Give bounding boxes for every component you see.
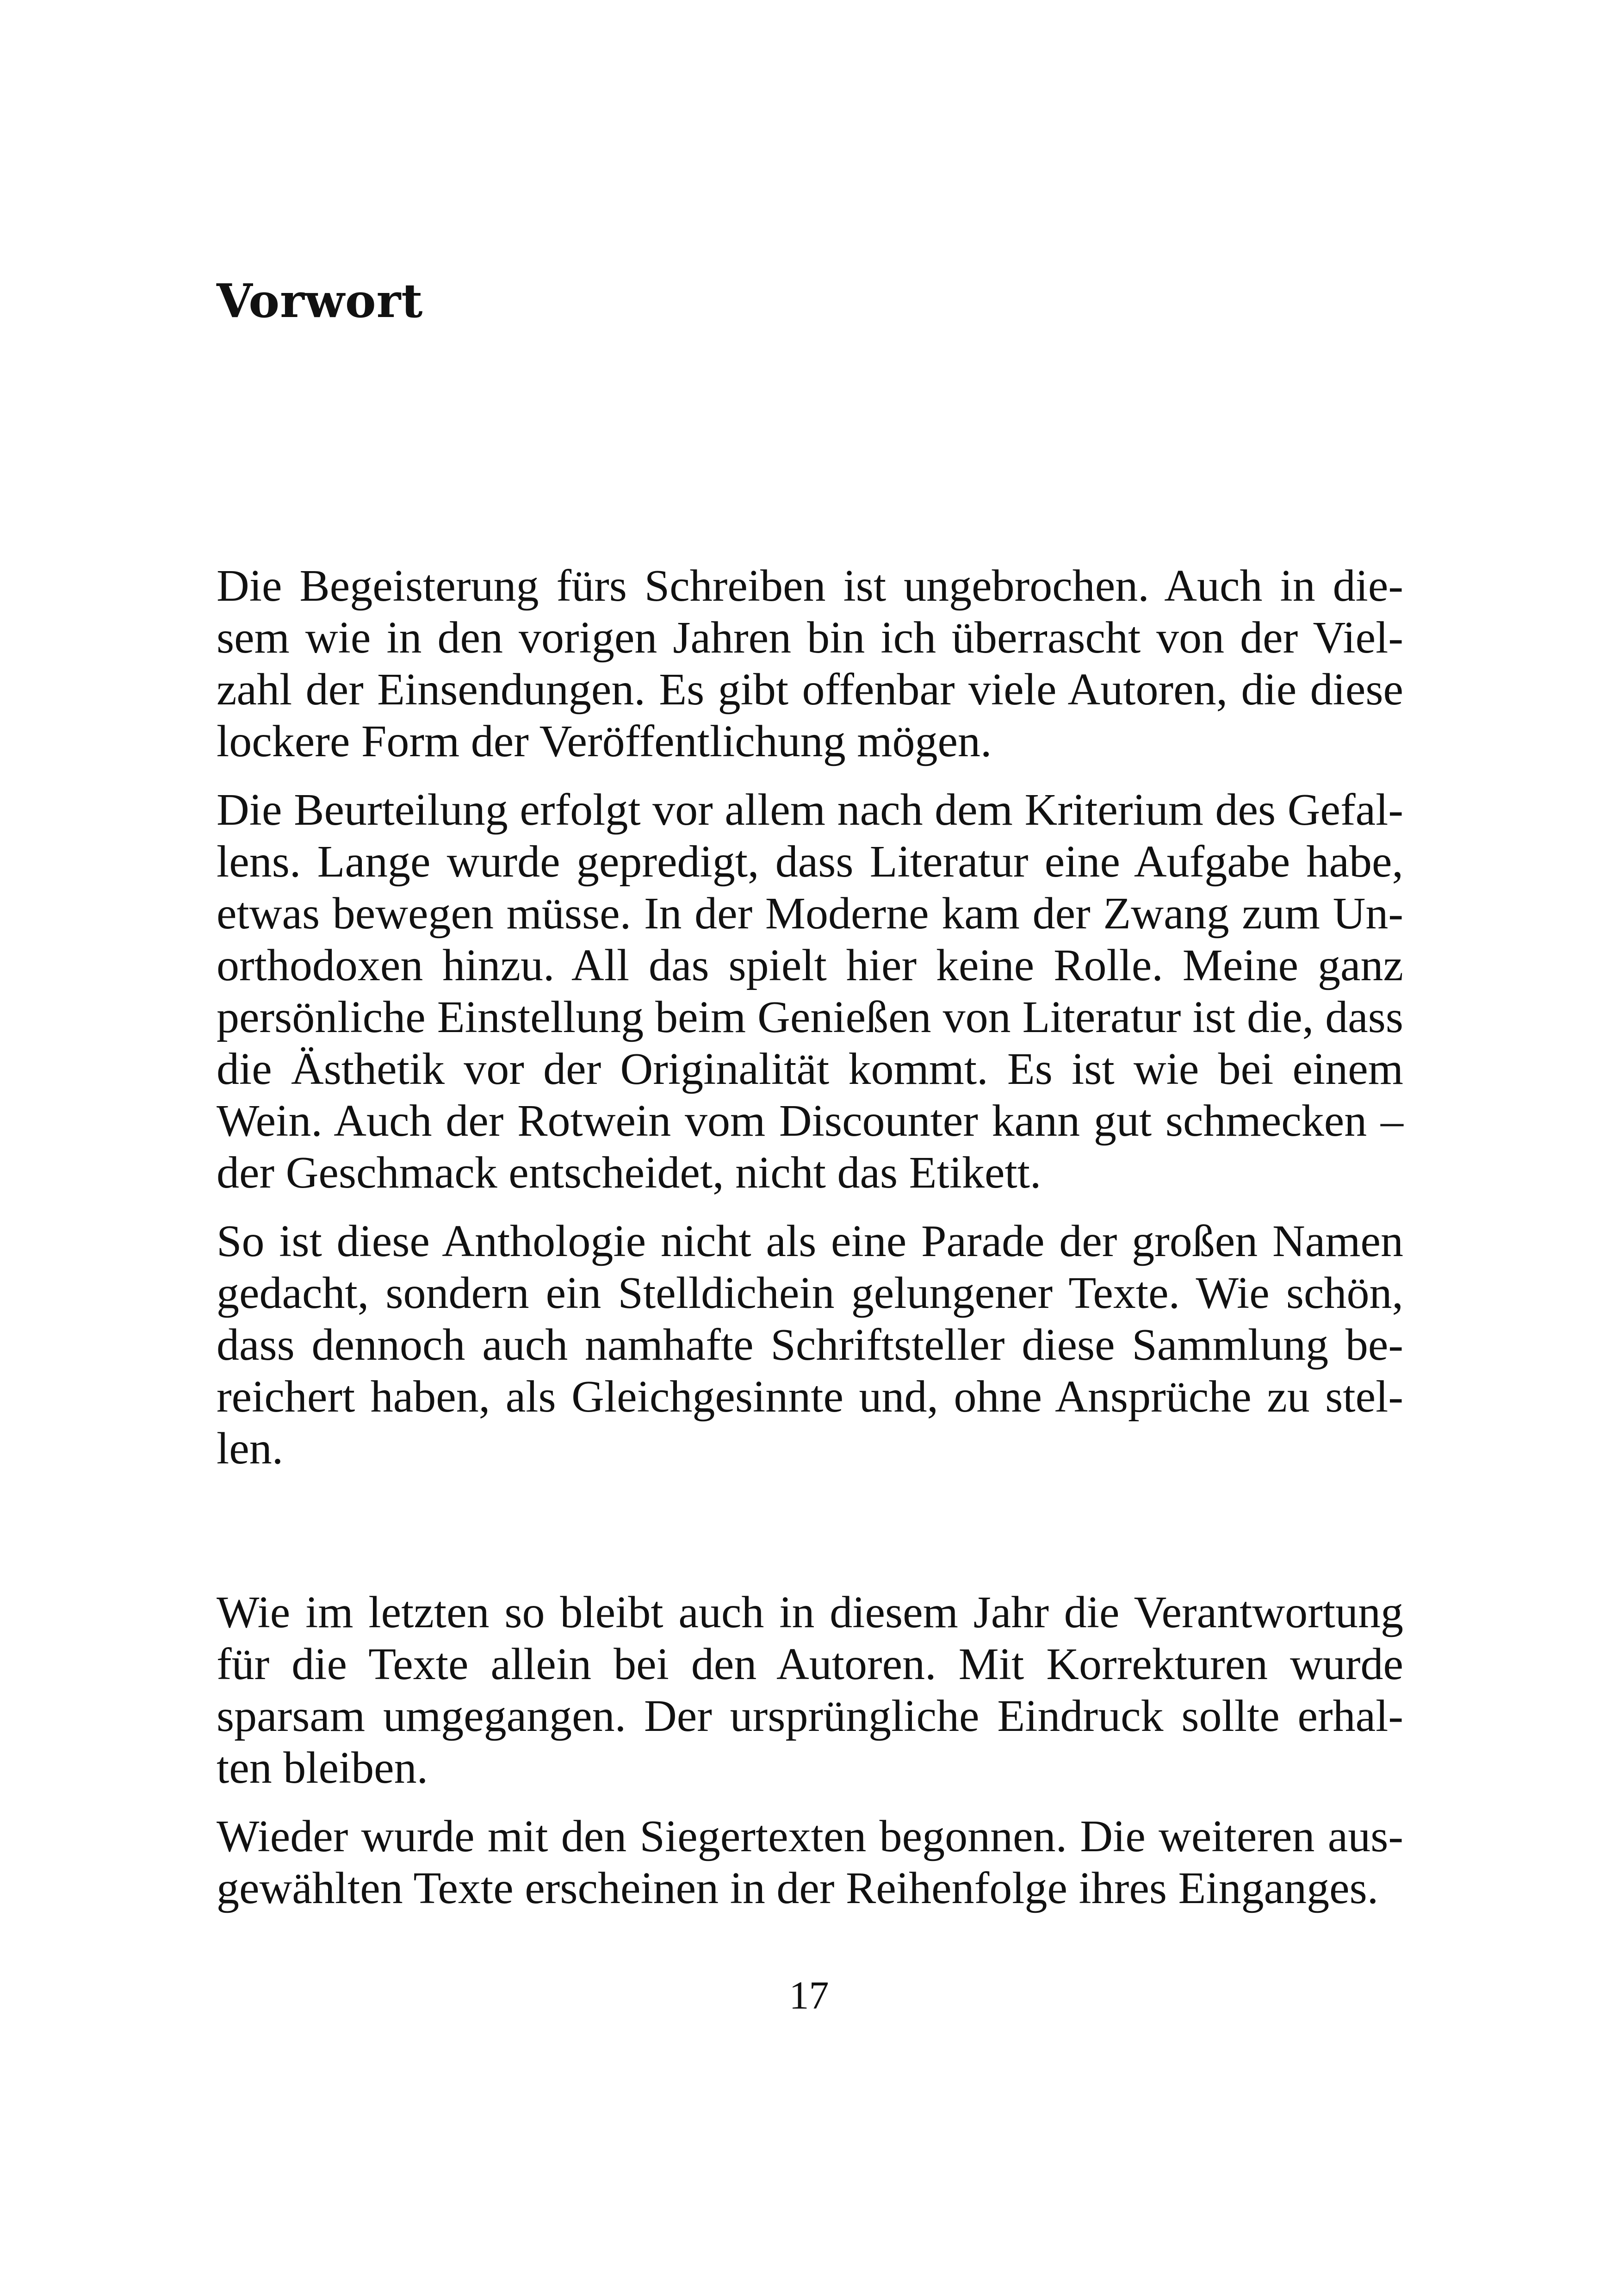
paragraph: Wie im letzten so bleibt auch in diesem Jahr die Verantwortung für die Texte allein bei den Autoren. Mit Korrekturen wurde sparsam umgegangen. Der ursprüngliche Eindruck sollte erhalten bleiben. (217, 1587, 1403, 1793)
page-number: 17 (789, 1973, 829, 2017)
text-block-upper (217, 560, 1403, 1491)
text-block-lower (217, 1587, 1403, 1931)
paragraph: So ist diese Anthologie nicht als eine Parade der großen Namen gedacht, sondern ein Stelldichein gelungener Texte. Wie schön, dass dennoch auch namhafte Schriftsteller diese Sammlung bereichert haben, als Gleichgesinnte und, ohne Ansprüche zu stellen. (217, 1216, 1403, 1474)
paragraph: Die Begeisterung fürs Schreiben ist ungebrochen. Auch in diesem wie in den vorigen Jahren bin ich überrascht von der Vielzahl der Einsendungen. Es gibt offenbar viele Autoren, die diese lockere Form der Veröffentlichung mögen. (217, 561, 1403, 766)
page-title: Vorwort (217, 274, 423, 328)
paragraph: Wieder wurde mit den Siegertexten begonnen. Die weiteren ausgewählten Texte erscheinen in der Reihenfolge ihres Einganges. (217, 1811, 1403, 1913)
paragraph: Die Beurteilung erfolgt vor allem nach dem Kriterium des Gefallens. Lange wurde gepredigt, dass Literatur eine Aufgabe habe, etwas bewegen müsse. In der Moderne kam der Zwang zum Unorthodoxen hinzu. All das spielt hier keine Rolle. Meine ganz persönliche Einstellung beim Genießen von Literatur ist die, dass die Ästhetik vor der Originalität kommt. Es ist wie bei einem Wein. Auch der Rotwein vom Discounter kann gut schmecken – der Geschmack entscheidet, nicht das Etikett. (217, 785, 1403, 1198)
